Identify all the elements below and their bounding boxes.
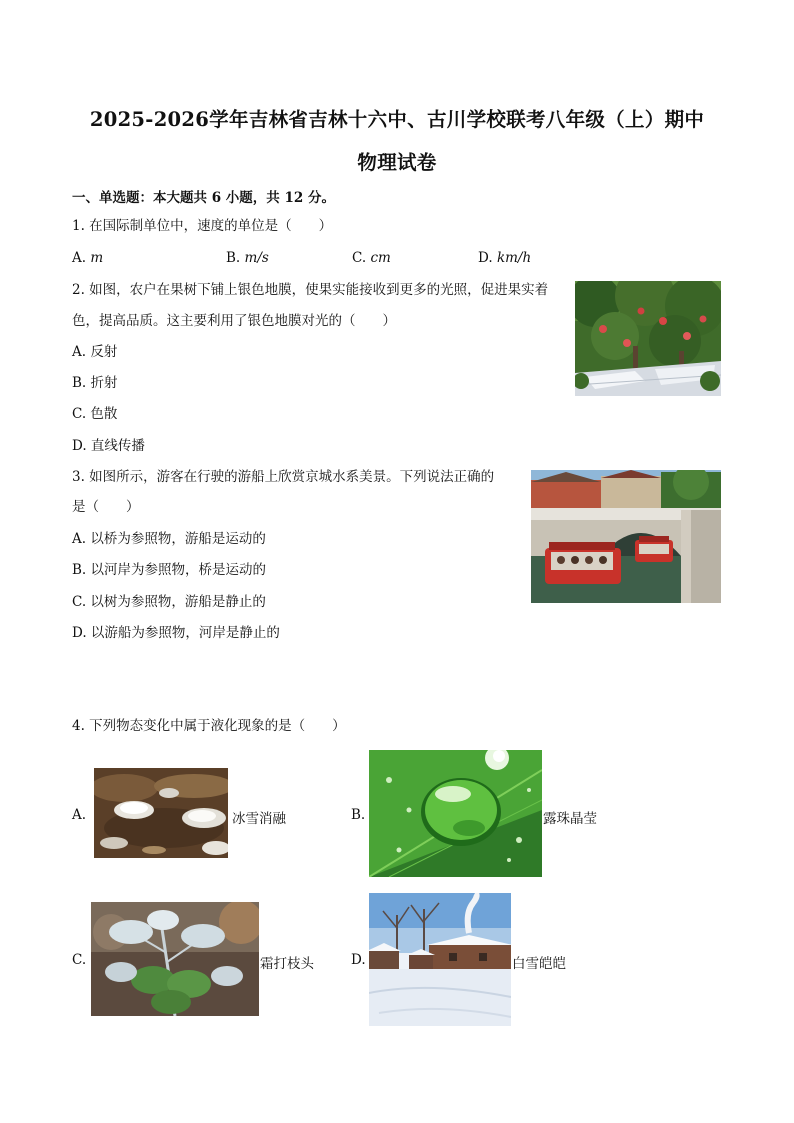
q1-option-a: A. m (72, 250, 104, 266)
q4-option-c-caption: 霜打枝头 (260, 956, 314, 972)
q2-stem-line1: 2. 如图，农户在果树下铺上银色地膜，使果实能接收到更多的光照，促进果实着 (72, 282, 549, 298)
q3-option-d: D. 以游船为参照物，河岸是静止的 (72, 625, 280, 641)
q4-option-b-caption: 露珠晶莹 (543, 811, 597, 827)
q1-option-d: D. km/h (478, 250, 532, 266)
page-title: 2025-2026学年吉林省吉林十六中、古川学校联考八年级（上）期中 (89, 108, 705, 131)
melting-ice-photo (94, 768, 228, 858)
q1-stem: 1. 在国际制单位中，速度的单位是（ ） (72, 218, 333, 234)
q2-option-c: C. 色散 (72, 406, 118, 422)
q3-option-a: A. 以桥为参照物，游船是运动的 (72, 531, 266, 547)
q4-option-a-letter: A. (72, 807, 87, 823)
q2-stem-line2: 色，提高品质。这主要利用了银色地膜对光的（ ） (72, 313, 396, 329)
q2-option-a: A. 反射 (72, 344, 118, 360)
snow-village-photo (369, 893, 511, 1026)
q3-option-b: B. 以河岸为参照物，桥是运动的 (72, 562, 267, 578)
q4-option-d-caption: 白雪皑皑 (512, 956, 566, 972)
section-heading: 一、单选题：本大题共 6 小题，共 12 分。 (72, 190, 335, 206)
q1-option-c: C. cm (352, 250, 391, 266)
q3-option-c: C. 以树为参照物，游船是静止的 (72, 594, 266, 610)
q4-option-c-letter: C. (72, 952, 87, 968)
frost-leaves-photo (91, 902, 259, 1016)
q4-stem: 4. 下列物态变化中属于液化现象的是（ ） (72, 718, 346, 734)
q4-option-d-letter: D. (351, 952, 366, 968)
q2-option-b: B. 折射 (72, 375, 118, 391)
q4-option-b-letter: B. (351, 807, 366, 823)
q3-stem-line2: 是（ ） (72, 499, 140, 515)
q3-stem-line1: 3. 如图所示，游客在行驶的游船上欣赏京城水系美景。下列说法正确的 (72, 469, 495, 485)
dewdrop-leaf-photo (369, 750, 542, 877)
orchard-photo (575, 281, 721, 396)
page-subtitle: 物理试卷 (357, 151, 437, 174)
q4-option-a-caption: 冰雪消融 (232, 811, 286, 827)
boat-canal-photo (531, 470, 721, 603)
q2-option-d: D. 直线传播 (72, 438, 145, 454)
q1-option-b: B. m/s (226, 250, 269, 266)
